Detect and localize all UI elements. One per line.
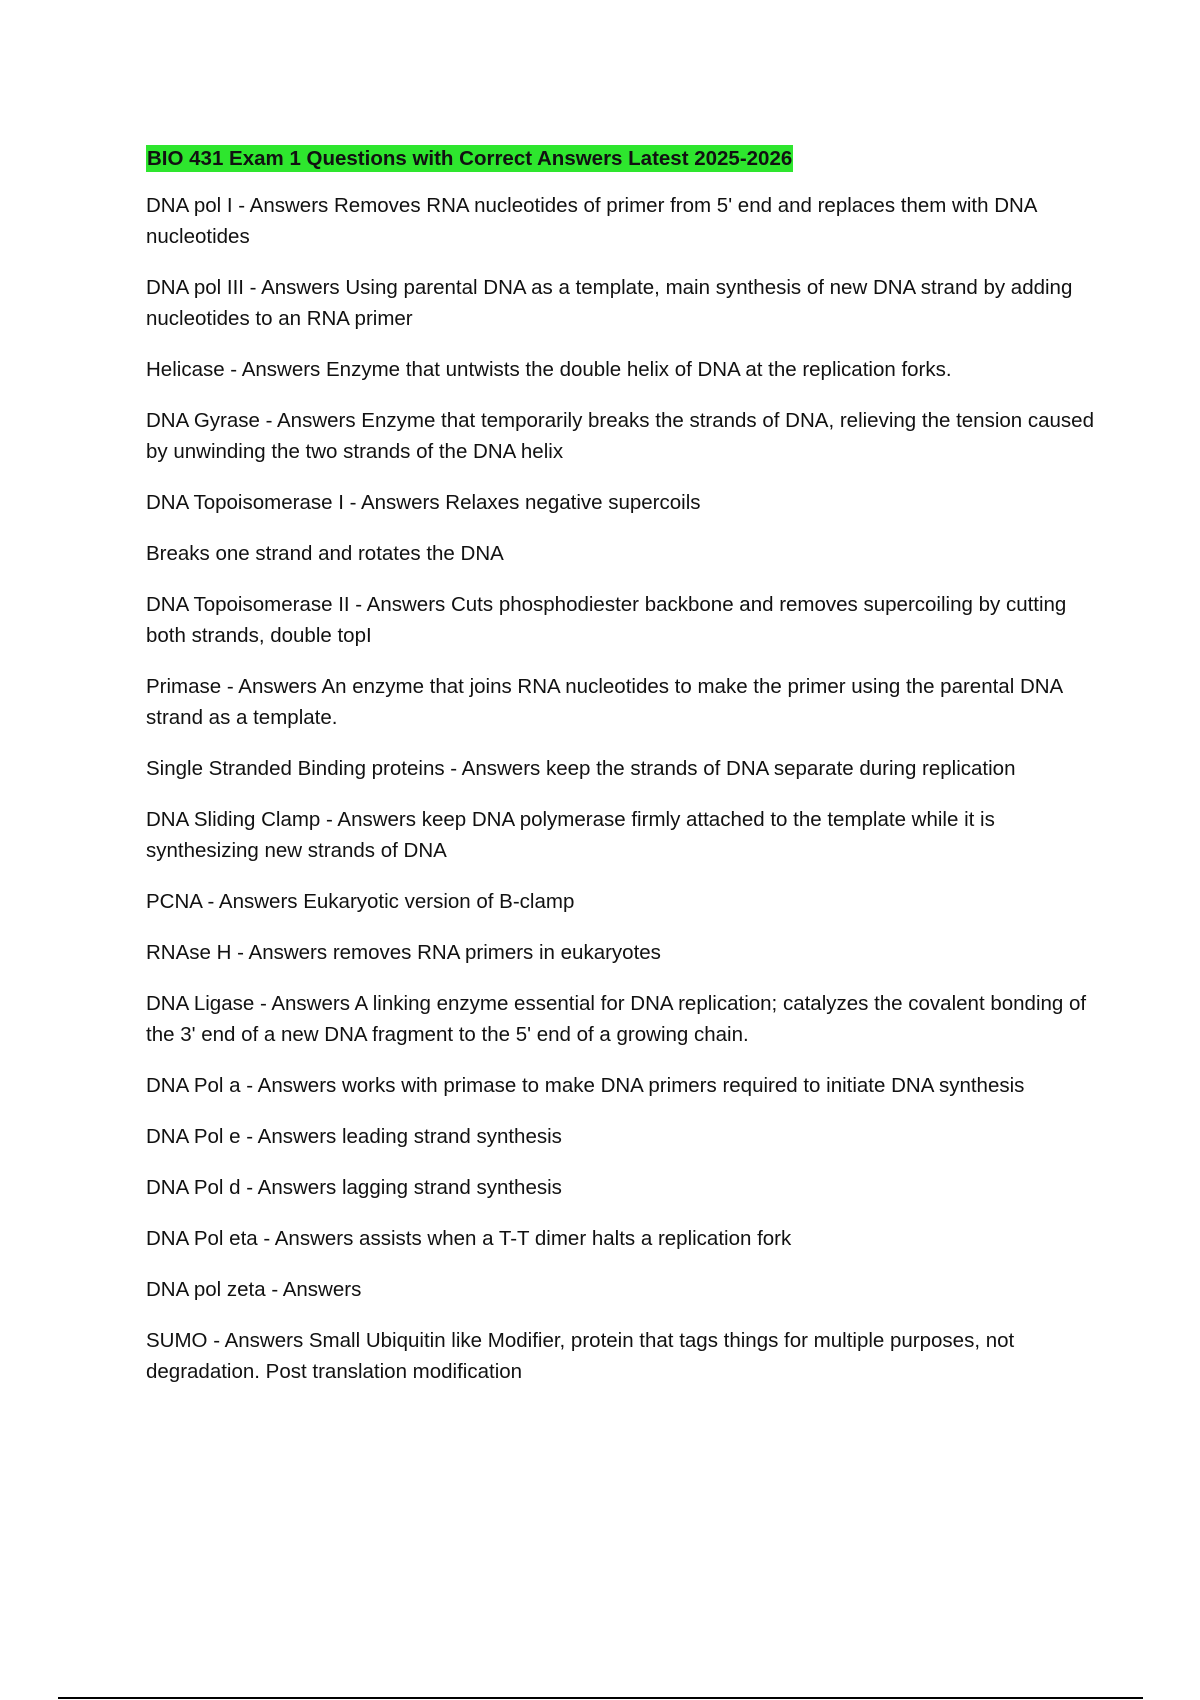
qa-entry: Breaks one strand and rotates the DNA [146, 542, 504, 565]
document-body [146, 144, 1096, 1407]
qa-entry: SUMO - Answers Small Ubiquitin like Modifier, protein that tags things for multiple purposes, not degradation. Post translation modification [146, 1329, 1015, 1383]
qa-entry: Helicase - Answers Enzyme that untwists the double helix of DNA at the replication forks. [146, 358, 952, 381]
document-title: BIO 431 Exam 1 Questions with Correct Answers Latest 2025-2026 [147, 147, 793, 170]
qa-entry: DNA Topoisomerase I - Answers Relaxes negative supercoils [146, 491, 701, 514]
qa-entry: DNA Pol e - Answers leading strand synthesis [146, 1125, 562, 1148]
title-block [146, 144, 1096, 176]
qa-entry: DNA Pol d - Answers lagging strand synthesis [146, 1176, 562, 1199]
footer-rule [58, 1697, 1143, 1699]
qa-entry: DNA pol zeta - Answers [146, 1278, 362, 1301]
qa-entry: DNA Pol a - Answers works with primase to make DNA primers required to initiate DNA synthesis [146, 1074, 1025, 1097]
qa-entry: DNA Gyrase - Answers Enzyme that temporarily breaks the strands of DNA, relieving the tension caused by unwinding the two strands of the DNA helix [146, 409, 1094, 463]
qa-entry: DNA Topoisomerase II - Answers Cuts phosphodiester backbone and removes supercoiling by cutting both strands, double topI [146, 593, 1067, 647]
qa-entry: DNA Sliding Clamp - Answers keep DNA polymerase firmly attached to the template while it is synthesizing new strands of DNA [146, 808, 995, 862]
qa-entry: PCNA - Answers Eukaryotic version of B-clamp [146, 890, 575, 913]
qa-entry: DNA Ligase - Answers A linking enzyme essential for DNA replication; catalyzes the covalent bonding of the 3' end of a new DNA fragment to the 5' end of a growing chain. [146, 992, 1087, 1046]
qa-entry: Primase - Answers An enzyme that joins RNA nucleotides to make the primer using the parental DNA strand as a template. [146, 675, 1063, 729]
qa-entry: DNA pol III - Answers Using parental DNA as a template, main synthesis of new DNA strand by adding nucleotides to an RNA primer [146, 276, 1073, 330]
qa-entry: DNA Pol eta - Answers assists when a T-T dimer halts a replication fork [146, 1227, 792, 1250]
qa-entry: DNA pol I - Answers Removes RNA nucleotides of primer from 5' end and replaces them with DNA nucleotides [146, 194, 1037, 248]
qa-entry: Single Stranded Binding proteins - Answers keep the strands of DNA separate during replication [146, 757, 1016, 780]
qa-entry: RNAse H - Answers removes RNA primers in eukaryotes [146, 941, 661, 964]
